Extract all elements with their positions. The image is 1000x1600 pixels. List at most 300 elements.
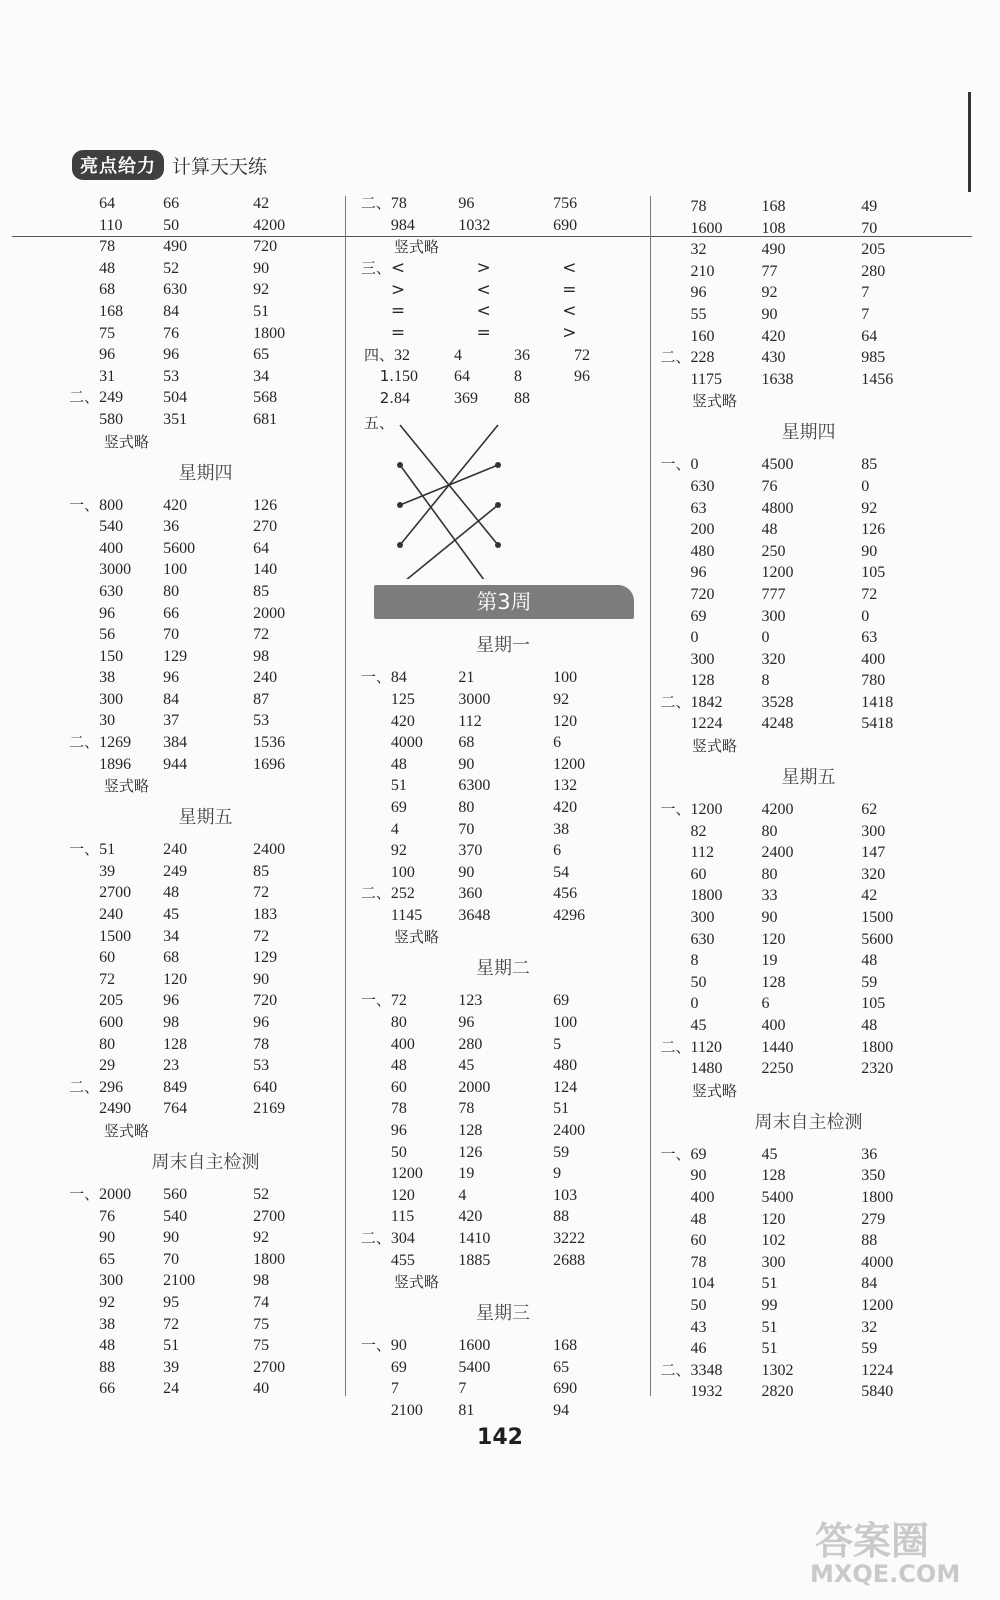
row-marker — [656, 821, 691, 843]
answer-value: 2700 — [253, 1207, 286, 1225]
thursday-answers — [656, 454, 961, 735]
row-marker — [358, 1120, 391, 1142]
answer-value: 420 — [553, 798, 578, 816]
row-marker: 2. — [379, 388, 394, 407]
answer-row — [68, 1249, 343, 1271]
answer-value: 65 — [253, 346, 270, 364]
answer-value: 1638 — [761, 370, 794, 388]
row-marker — [656, 1338, 691, 1360]
answer-row — [68, 1227, 343, 1249]
answer-row — [656, 821, 961, 843]
row-marker — [656, 498, 691, 520]
answer-value: 76 — [163, 324, 180, 342]
row-marker — [656, 885, 691, 907]
answer-value: 690 — [553, 1380, 578, 1398]
answer-row — [358, 1034, 648, 1056]
answer-value: 249 — [163, 862, 188, 880]
answer-row — [68, 926, 343, 948]
answer-column-2 — [358, 193, 648, 1422]
answer-row — [656, 885, 961, 907]
answer-row — [656, 1317, 961, 1339]
answer-value: 7 — [390, 1380, 399, 1398]
answer-value: 51 — [99, 841, 116, 859]
answer-value: 580 — [99, 410, 124, 428]
answer-value: 420 — [163, 496, 188, 514]
answer-value: 985 — [861, 349, 886, 367]
answer-value: 102 — [761, 1232, 786, 1250]
row-marker — [68, 1206, 99, 1228]
answer-row — [656, 218, 961, 240]
answer-value: 56 — [99, 626, 116, 644]
answer-value: 3348 — [690, 1361, 723, 1379]
row-marker — [68, 344, 99, 366]
row-marker — [656, 606, 691, 628]
answer-row — [656, 498, 961, 520]
vertical-work-note: 竖式略 — [692, 737, 738, 756]
answer-value: 4 — [390, 820, 399, 838]
row-marker — [68, 1055, 99, 1077]
answer-row — [68, 1357, 343, 1379]
answer-value: 96 — [690, 284, 707, 302]
answer-row — [358, 193, 648, 215]
row-marker — [68, 409, 99, 431]
row-marker — [68, 882, 99, 904]
answer-row — [68, 366, 343, 388]
row-marker — [656, 950, 691, 972]
answer-value: 112 — [458, 712, 482, 730]
answer-value: < — [476, 301, 491, 322]
answer-value: 59 — [861, 1340, 878, 1358]
answer-value: 2100 — [390, 1401, 423, 1419]
answer-value: 4000 — [390, 734, 423, 752]
row-marker: 四、1. — [363, 345, 394, 386]
row-marker — [358, 1378, 391, 1400]
answer-value: 100 — [553, 1014, 578, 1032]
answer-value: 252 — [390, 885, 415, 903]
answer-value: 84 — [163, 690, 180, 708]
row-marker — [358, 280, 391, 302]
answer-row — [656, 1209, 961, 1231]
answer-row — [656, 972, 961, 994]
answer-value: 36 — [514, 346, 530, 364]
answer-value: 0 — [861, 607, 870, 625]
answer-value: 240 — [163, 841, 188, 859]
answer-value: 304 — [390, 1230, 415, 1247]
answer-value: 455 — [390, 1251, 415, 1269]
answer-value: 96 — [99, 604, 116, 622]
answer-value: 69 — [390, 1358, 407, 1376]
answer-row — [68, 947, 343, 969]
answer-row — [358, 819, 648, 841]
answer-row — [358, 667, 648, 689]
answer-value: 120 — [390, 1186, 415, 1204]
row-marker — [656, 304, 691, 326]
answer-value: 2820 — [761, 1383, 794, 1401]
answer-value: 96 — [690, 564, 707, 582]
answer-value: 78 — [690, 1253, 707, 1271]
row-marker — [358, 862, 391, 884]
answer-row — [68, 236, 343, 258]
vertical-work-note: 竖式略 — [394, 928, 440, 947]
answer-row — [656, 692, 961, 714]
row-marker — [358, 1077, 391, 1099]
answer-row — [358, 1378, 648, 1400]
row-marker — [68, 1034, 99, 1056]
answer-row — [656, 239, 961, 261]
row-marker — [68, 1249, 99, 1271]
watermark-url: MXQE.COM — [810, 1560, 961, 1588]
answer-value: 52 — [253, 1185, 270, 1203]
answer-value: 9 — [553, 1165, 562, 1183]
answer-value: 84 — [394, 389, 410, 407]
row-marker: 一、 — [360, 668, 391, 687]
answer-value: 48 — [861, 1017, 878, 1034]
answer-value: 98 — [253, 1272, 270, 1290]
answer-value: = — [562, 279, 577, 300]
answer-value: 126 — [861, 521, 886, 539]
answer-value: < — [476, 279, 491, 300]
answer-value: 1440 — [761, 1038, 794, 1056]
answer-row — [656, 907, 961, 929]
answer-value: 720 — [253, 238, 278, 256]
answer-value: 68 — [99, 281, 116, 299]
answer-value: 228 — [690, 349, 715, 367]
answer-value: 5400 — [761, 1188, 794, 1206]
answer-value: 320 — [761, 650, 786, 668]
answer-row — [656, 562, 961, 584]
answer-value: 420 — [458, 1208, 483, 1226]
answer-row — [358, 990, 648, 1012]
answer-row — [656, 454, 961, 476]
answer-row — [656, 519, 961, 541]
answer-value: 160 — [690, 327, 715, 345]
answer-value: 53 — [163, 367, 180, 385]
answer-value: 756 — [553, 195, 578, 212]
section-title-monday: 星期一 — [476, 635, 530, 657]
answer-row — [656, 842, 961, 864]
friday-answers — [68, 839, 343, 1120]
answer-value: 50 — [690, 1296, 707, 1314]
answer-value: 54 — [553, 863, 570, 881]
answer-value: 80 — [761, 865, 778, 883]
answer-value: 240 — [253, 669, 278, 687]
answer-row — [358, 732, 648, 754]
answer-row — [358, 215, 648, 237]
answer-value: 110 — [99, 216, 123, 234]
answer-value: 944 — [163, 755, 188, 773]
answer-value: 24 — [163, 1380, 180, 1398]
answer-value: 504 — [163, 389, 188, 407]
answer-row — [68, 538, 343, 560]
answer-value: 5 — [553, 1035, 562, 1053]
answer-value: 92 — [861, 499, 878, 517]
vertical-work-note: 竖式略 — [104, 432, 150, 451]
answer-value: 2400 — [553, 1122, 586, 1140]
answer-value: 30 — [99, 712, 116, 730]
answer-value: 78 — [458, 1100, 475, 1118]
answer-row — [358, 1012, 648, 1034]
row-marker — [656, 239, 691, 261]
answer-row — [358, 1077, 648, 1099]
answer-row — [68, 603, 343, 625]
row-marker — [68, 1227, 99, 1249]
answer-value: 1200 — [390, 1165, 423, 1183]
answer-value: 2688 — [553, 1251, 586, 1269]
answer-value: 48 — [690, 1210, 707, 1228]
answer-value: 65 — [553, 1358, 570, 1376]
row-marker: 一、 — [69, 495, 100, 514]
answer-value: 480 — [553, 1057, 578, 1075]
answer-value: 6 — [553, 842, 562, 860]
answer-row — [358, 1357, 648, 1379]
row-marker — [656, 1015, 691, 1037]
answer-value: 1600 — [690, 219, 723, 237]
row-marker — [358, 1250, 391, 1272]
matching-lines — [358, 409, 648, 579]
row-marker — [358, 689, 391, 711]
answer-value: 85 — [253, 582, 270, 600]
answer-value: 147 — [861, 844, 886, 862]
answer-value: 1224 — [690, 715, 723, 733]
answer-row — [656, 627, 961, 649]
answer-value: 0 — [690, 456, 699, 474]
answer-value: 720 — [253, 992, 278, 1010]
row-marker: 一、 — [360, 1336, 391, 1355]
answer-value: 99 — [761, 1296, 778, 1314]
answer-value: 400 — [99, 539, 124, 557]
row-marker — [68, 1098, 99, 1120]
row-marker: 二、 — [660, 692, 691, 711]
row-marker — [656, 519, 691, 541]
answer-value: 96 — [458, 195, 475, 212]
answer-row — [68, 279, 343, 301]
row-marker — [656, 261, 691, 283]
answer-value: 1500 — [99, 927, 132, 945]
answer-row — [68, 990, 343, 1012]
row-marker — [358, 1034, 391, 1056]
answer-value: = — [476, 322, 491, 343]
answer-value: 2400 — [761, 844, 794, 862]
answer-value: 124 — [553, 1078, 578, 1096]
friday-answers — [656, 799, 961, 1080]
answer-value: 115 — [390, 1208, 415, 1226]
weekend-check-answers — [68, 1184, 343, 1400]
answer-row — [68, 646, 343, 668]
answer-row — [68, 861, 343, 883]
row-marker — [358, 905, 391, 927]
answer-value: 8 — [690, 952, 699, 970]
answer-value: 250 — [761, 542, 786, 560]
answer-value: 126 — [253, 496, 278, 514]
answer-value: 96 — [574, 368, 590, 386]
answer-value: 37 — [163, 712, 180, 730]
answer-row — [656, 1037, 961, 1059]
answer-value: 45 — [690, 1017, 707, 1034]
answer-value: 51 — [761, 1340, 778, 1358]
answer-value: 85 — [253, 862, 270, 880]
answer-value: 120 — [553, 712, 578, 730]
row-marker — [68, 1012, 99, 1034]
answer-value: 42 — [861, 887, 878, 905]
answer-value: 1175 — [690, 370, 722, 388]
answer-value: 21 — [458, 669, 475, 687]
answer-value: 100 — [390, 863, 415, 881]
row-marker — [656, 1209, 691, 1231]
answer-value: 72 — [253, 884, 270, 902]
answer-value: 96 — [163, 992, 180, 1010]
answer-value: 780 — [861, 672, 886, 690]
part-two-answers — [358, 193, 648, 236]
answer-value: 205 — [99, 992, 124, 1010]
answer-row — [358, 1185, 648, 1207]
answer-row — [68, 1206, 343, 1228]
row-marker — [358, 819, 391, 841]
answer-value: 1800 — [253, 1250, 286, 1268]
answer-value: 2000 — [253, 604, 286, 622]
answer-value: 69 — [390, 798, 407, 816]
column-1-intro-answers — [68, 193, 343, 431]
row-marker — [656, 476, 691, 498]
answer-row — [656, 606, 961, 628]
answer-value: 45 — [163, 906, 180, 924]
answer-value: 764 — [163, 1100, 188, 1118]
page-edge-bar — [968, 92, 971, 192]
answer-value: 150 — [99, 647, 124, 665]
row-marker — [656, 713, 691, 735]
answer-value: 85 — [861, 456, 878, 474]
answer-value: 2400 — [253, 841, 286, 859]
answer-value: 1200 — [761, 564, 794, 582]
answer-value: 200 — [690, 521, 715, 539]
answer-value: 90 — [253, 970, 270, 988]
answer-row — [68, 689, 343, 711]
row-marker — [656, 864, 691, 886]
answer-row — [358, 1163, 648, 1185]
answer-row — [656, 541, 961, 563]
answer-value: 36 — [861, 1145, 878, 1163]
answer-row — [656, 326, 961, 348]
answer-value: 78 — [390, 195, 407, 212]
page-header — [72, 150, 267, 180]
answer-value: 38 — [553, 820, 570, 838]
row-marker — [358, 301, 391, 323]
row-marker — [656, 1230, 691, 1252]
answer-value: 280 — [458, 1035, 483, 1053]
row-marker — [656, 627, 691, 649]
row-marker — [358, 1206, 391, 1228]
answer-value: 80 — [163, 582, 180, 600]
answer-row — [68, 1098, 343, 1120]
answer-value: 2490 — [99, 1100, 132, 1118]
answer-value: 32 — [394, 346, 410, 364]
answer-value: 96 — [163, 669, 180, 687]
answer-value: 51 — [253, 302, 270, 320]
answer-value: 88 — [553, 1208, 570, 1226]
answer-value: 19 — [761, 952, 778, 970]
answer-row — [656, 649, 961, 671]
answer-value: 400 — [761, 1017, 786, 1034]
answer-value: 126 — [458, 1143, 483, 1161]
answer-value: 984 — [390, 216, 415, 234]
answer-value: 94 — [553, 1401, 570, 1419]
answer-row — [68, 882, 343, 904]
row-marker: 二、 — [69, 388, 100, 407]
answer-value: 74 — [253, 1293, 270, 1311]
row-marker — [68, 603, 99, 625]
answer-row — [656, 282, 961, 304]
answer-value: 1842 — [690, 693, 723, 711]
answer-value: 480 — [690, 542, 715, 560]
answer-row — [68, 559, 343, 581]
answer-row — [358, 280, 648, 302]
answer-value: 183 — [253, 906, 278, 924]
answer-value: 69 — [553, 992, 570, 1010]
answer-row — [656, 369, 961, 391]
answer-value: 630 — [690, 930, 715, 948]
answer-value: 168 — [761, 198, 786, 215]
answer-value: 72 — [861, 585, 878, 603]
row-marker — [68, 904, 99, 926]
answer-row — [68, 1077, 343, 1099]
answer-value: 5840 — [861, 1383, 894, 1401]
answer-value: 1120 — [690, 1038, 722, 1056]
answer-value: 76 — [99, 1207, 116, 1225]
row-marker — [68, 559, 99, 581]
answer-value: 4248 — [761, 715, 794, 733]
answer-value: 65 — [99, 1250, 116, 1268]
answer-value: 1410 — [458, 1230, 491, 1247]
row-marker — [358, 215, 391, 237]
vertical-work-note: 竖式略 — [104, 1121, 150, 1140]
answer-value: 1800 — [253, 324, 286, 342]
answer-value: 150 — [394, 368, 418, 386]
row-marker — [68, 366, 99, 388]
answer-value: 300 — [690, 650, 715, 668]
answer-value: > — [390, 279, 406, 300]
vertical-work-note: 竖式略 — [692, 392, 738, 411]
section-title-wednesday: 星期三 — [476, 1303, 530, 1325]
answer-value: 100 — [163, 561, 188, 579]
answer-value: 48 — [99, 1337, 116, 1355]
row-marker — [656, 562, 691, 584]
answer-row — [656, 1058, 961, 1080]
answer-value: 560 — [163, 1185, 188, 1203]
answer-row — [68, 969, 343, 991]
answer-value: 64 — [99, 195, 116, 212]
answer-value: 4296 — [553, 906, 586, 924]
answer-value: 34 — [253, 367, 270, 385]
row-marker — [656, 1381, 691, 1403]
answer-value: 351 — [163, 410, 188, 428]
answer-value: 70 — [163, 626, 180, 644]
answer-value: 300 — [761, 607, 786, 625]
column-divider-1 — [345, 196, 346, 1396]
answer-value: 630 — [99, 582, 124, 600]
answer-row — [358, 883, 648, 905]
section-title-thursday: 星期四 — [178, 462, 233, 484]
answer-value: 34 — [163, 927, 180, 945]
answer-value: 90 — [761, 305, 778, 323]
answer-row — [358, 797, 648, 819]
answer-value: 300 — [99, 690, 124, 708]
answer-value: 96 — [253, 1014, 270, 1031]
answer-value: 96 — [99, 346, 116, 364]
row-marker — [656, 584, 691, 606]
answer-row — [358, 689, 648, 711]
answer-value: 75 — [253, 1315, 270, 1333]
answer-value: 68 — [458, 734, 475, 752]
row-marker — [358, 323, 391, 345]
